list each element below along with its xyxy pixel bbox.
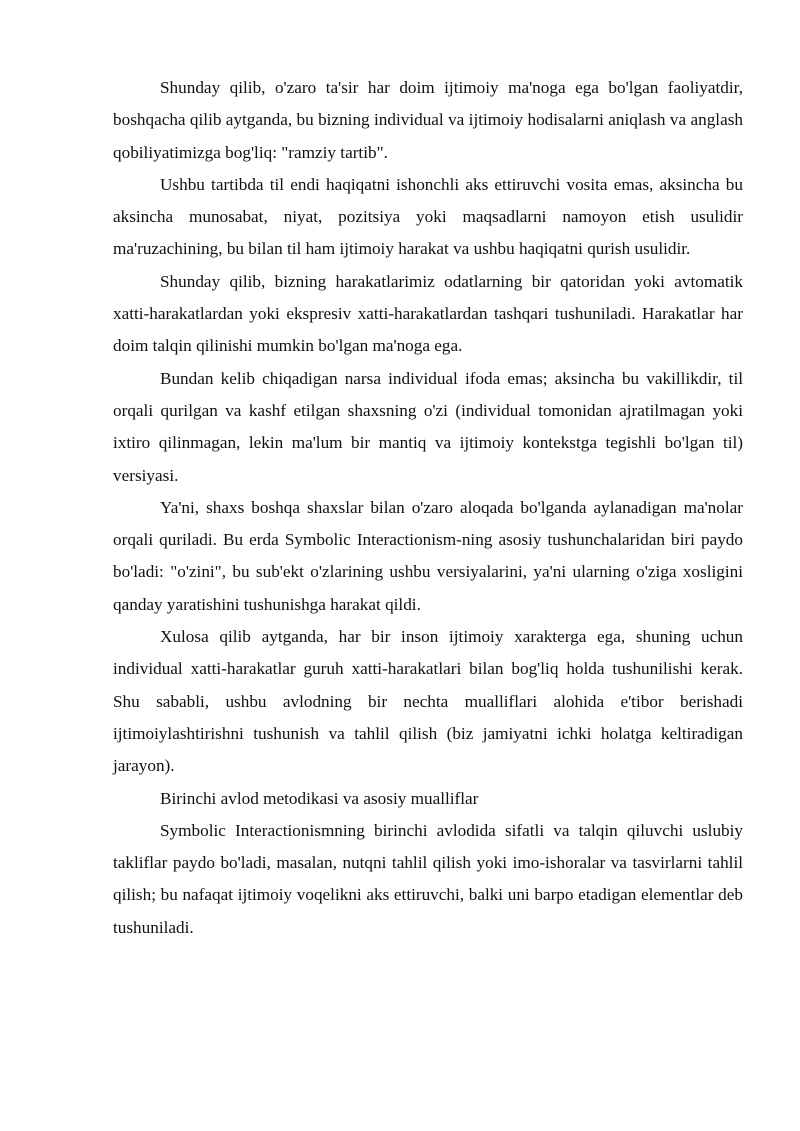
paragraph-3: Shunday qilib, bizning harakatlarimiz odatlarning bir qatoridan yoki avtomatik xatti-harakatlardan yoki ekspresiv xatti-harakatlardan tashqari tushuniladi. Harakatlar har doim talqin qilinishi mumkin bo'lgan ma'noga ega.	[113, 271, 743, 356]
section-heading: Birinchi avlod metodikasi va asosiy mualliflar	[160, 788, 479, 808]
paragraph-4: Bundan kelib chiqadigan narsa individual ifoda emas; aksincha bu vakillikdir, til orqali qurilgan va kashf etilgan shaxsning o'zi (individual tomonidan ajratilmagan yoki ixtiro qilinmagan, lekin ma'lum bir mantiq va ijtimoiy kontekstga tegishli bo'lgan til) versiyasi.	[113, 368, 743, 485]
paragraph-1: Shunday qilib, o'zaro ta'sir har doim ijtimoiy ma'noga ega bo'lgan faoliyatdir, boshqacha qilib aytganda, bu bizning individual va ijtimoiy hodisalarni aniqlash va anglash qobiliyatimizga bog'liq: "ramziy tartib".	[113, 78, 743, 162]
paragraph-7: Symbolic Interactionismning birinchi avlodida sifatli va talqin qiluvchi uslubiy takliflar paydo bo'ladi, masalan, nutqni tahlil qilish yoki imo-ishoralar va tasvirlarni tahlil qilish; bu nafaqat ijtimoiy voqelikni aks ettiruvchi, balki uni barpo etadigan elementlar deb tushuniladi.	[113, 820, 743, 937]
document-body	[113, 72, 743, 944]
paragraph-5: Ya'ni, shaxs boshqa shaxslar bilan o'zaro aloqada bo'lganda aylanadigan ma'nolar orqali quriladi. Bu erda Symbolic Interactionism-ning asosiy tushunchalaridan biri paydo bo'ladi: "o'zini", bu sub'ekt o'zlarining ushbu versiyalarini, ya'ni ularning o'ziga xosligini qanday yaratishini tushunishga harakat qildi.	[113, 497, 743, 614]
paragraph-2: Ushbu tartibda til endi haqiqatni ishonchli aks ettiruvchi vosita emas, aksincha bu aksincha munosabat, niyat, pozitsiya yoki maqsadlarni namoyon etish usulidir ma'ruzachining, bu bilan til ham ijtimoiy harakat va ushbu haqiqatni qurish usulidir.	[113, 174, 743, 259]
paragraph-6: Xulosa qilib aytganda, har bir inson ijtimoiy xarakterga ega, shuning uchun individual xatti-harakatlar guruh xatti-harakatlari bilan bog'liq holda tushunilishi kerak. Shu sababli, ushbu avlodning bir nechta mualliflari alohida e'tibor berishadi ijtimoiylashtirishni tushunish va tahlil qilish (biz jamiyatni ichki holatga keltiradigan jarayon).	[113, 627, 743, 776]
